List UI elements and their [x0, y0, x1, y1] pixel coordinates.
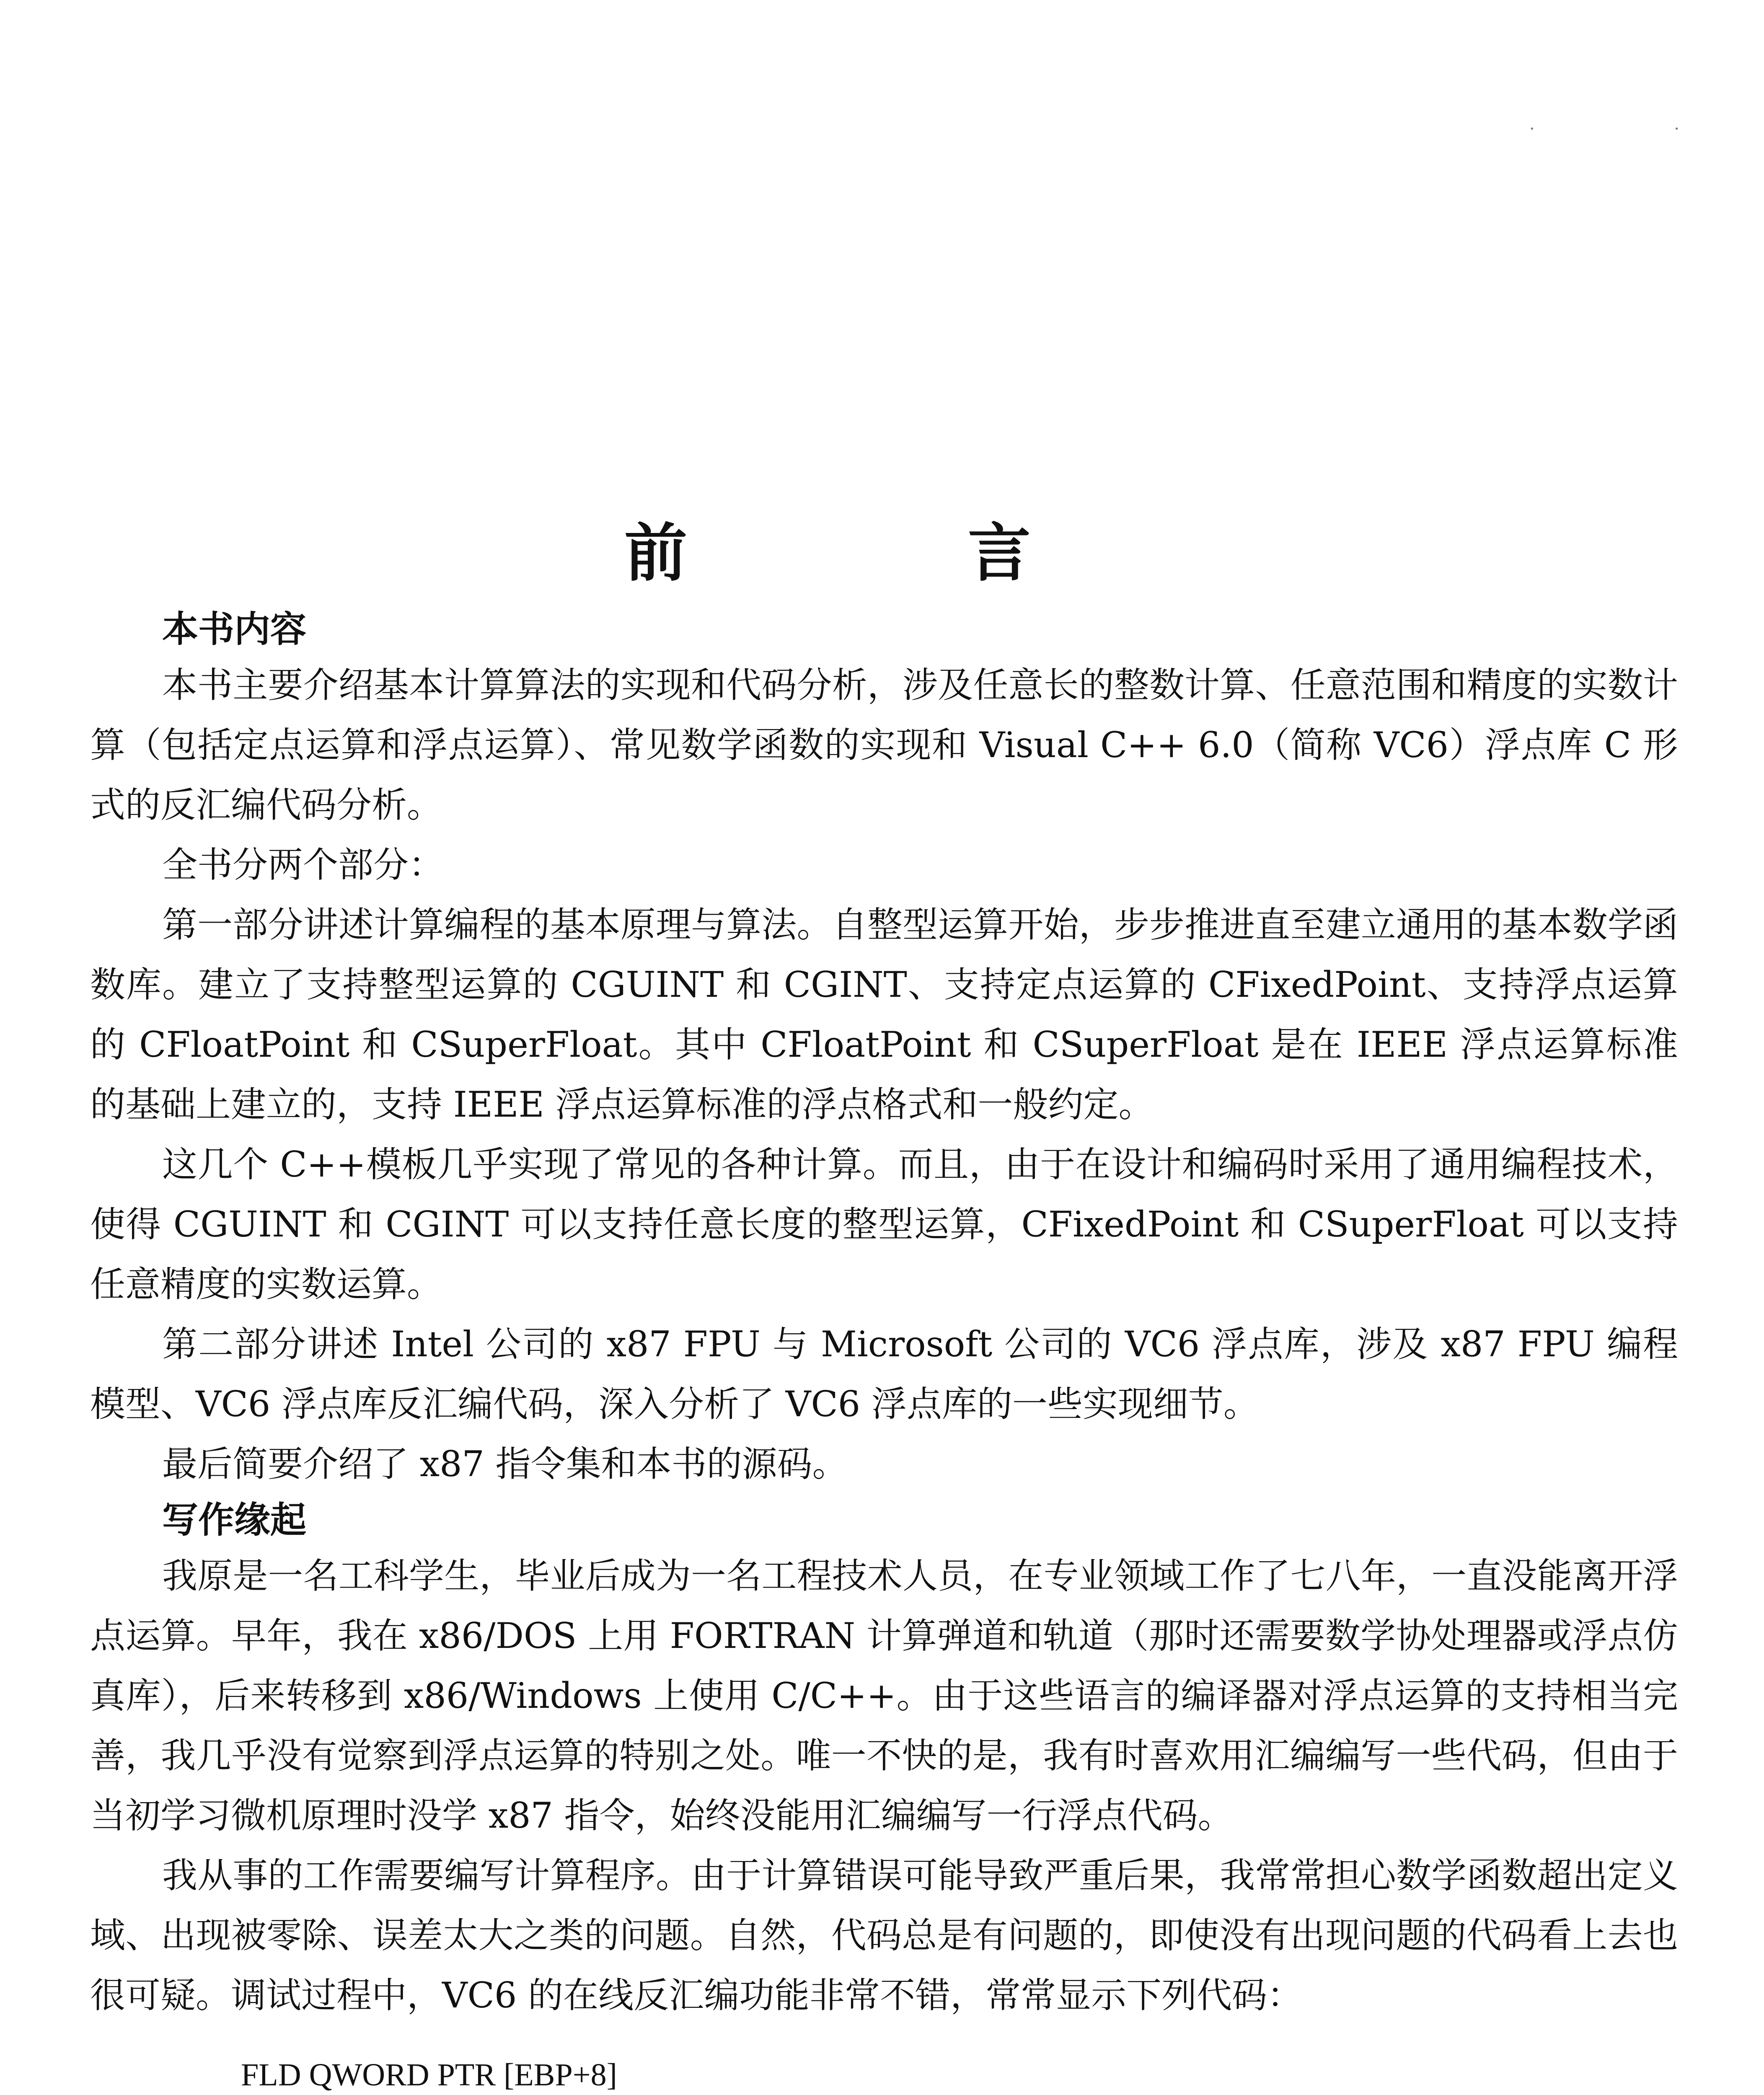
paragraph: 这几个 C++模板几乎实现了常见的各种计算。而且，由于在设计和编码时采用了通用编程技术，使得 CGUINT 和 CGINT 可以支持任意长度的整型运算，CFixedPoint 和 CSuperFloat 可以支持任意精度的实数运算。 — [90, 1144, 1678, 1305]
scan-specks: · · — [1529, 119, 1747, 139]
code-listing — [90, 2046, 1678, 2095]
paragraph: 全书分两个部分： — [162, 844, 444, 885]
paragraph: 我从事的工作需要编写计算程序。由于计算错误可能导致严重后果，我常常担心数学函数超出定义域、出现被零除、误差太大之类的问题。自然，代码总是有问题的，即使没有出现问题的代码看上去也很可疑。调试过程中，VC6 的在线反汇编功能非常不错，常常显示下列代码： — [90, 1855, 1678, 2016]
section-heading-book-content: 本书内容 — [162, 608, 306, 650]
code-line: FLD QWORD PTR [EBP+8] — [241, 2057, 617, 2092]
paragraph: 我原是一名工科学生，毕业后成为一名工程技术人员，在专业领域工作了七八年，一直没能离开浮点运算。早年，我在 x86/DOS 上用 FORTRAN 计算弹道和轨道（那时还需要数学协处理器或浮点仿真库），后来转移到 x86/Windows 上使用 C/C++。由于这些语言的编译器对浮点运算的支持相当完善，我几乎没有觉察到浮点运算的特别之处。唯一不快的是，我有时喜欢用汇编编写一些代码，但由于当初学习微机原理时没学 x87 指令，始终没能用汇编编写一行浮点代码。 — [90, 1555, 1678, 1836]
paragraph: 最后简要介绍了 x87 指令集和本书的源码。 — [162, 1443, 848, 1485]
paragraph: 第一部分讲述计算编程的基本原理与算法。自整型运算开始，步步推进直至建立通用的基本数学函数库。建立了支持整型运算的 CGUINT 和 CGINT、支持定点运算的 CFixedPoint、支持浮点运算的 CFloatPoint 和 CSuperFloat。其中 CFloatPoint 和 CSuperFloat 是在 IEEE 浮点运算标准的基础上建立的，支持 IEEE 浮点运算标准的浮点格式和一般约定。 — [90, 904, 1678, 1125]
page-body — [90, 603, 1678, 2095]
page-title: 前 言 — [624, 517, 1140, 590]
paragraph: 本书主要介绍基本计算算法的实现和代码分析，涉及任意长的整数计算、任意范围和精度的实数计算（包括定点运算和浮点运算）、常见数学函数的实现和 Visual C++ 6.0（简称 VC6）浮点库 C 形式的反汇编代码分析。 — [90, 665, 1678, 825]
section-heading-writing-origin: 写作缘起 — [162, 1499, 306, 1541]
paragraph: 第二部分讲述 Intel 公司的 x87 FPU 与 Microsoft 公司的 VC6 浮点库，涉及 x87 FPU 编程模型、VC6 浮点库反汇编代码，深入分析了 VC6 浮点库的一些实现细节。 — [90, 1324, 1678, 1425]
